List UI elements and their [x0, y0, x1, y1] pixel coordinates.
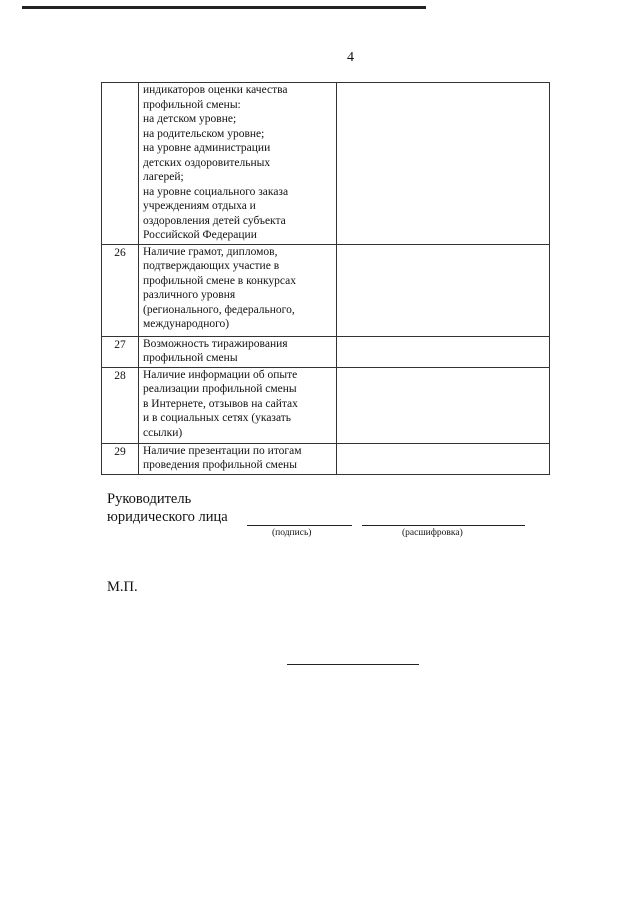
table-row [102, 244, 550, 336]
criteria-table [101, 82, 550, 475]
value-cell [337, 244, 550, 336]
page-number: 4 [347, 50, 354, 65]
value-cell [337, 443, 550, 474]
value-cell [337, 83, 550, 245]
top-rule [22, 6, 426, 9]
row-number: 26 [102, 244, 139, 336]
table-row [102, 367, 550, 443]
table-row [102, 336, 550, 367]
row-number: 27 [102, 336, 139, 367]
name-caption: (расшифровка) [402, 528, 463, 538]
end-rule [287, 664, 419, 665]
row-number: 29 [102, 443, 139, 474]
signature-line [247, 525, 352, 526]
value-cell [337, 367, 550, 443]
signatory-title: Руководитель юридического лица [107, 491, 228, 525]
table-row [102, 83, 550, 245]
stamp-mark: М.П. [107, 579, 138, 595]
row-number [102, 83, 139, 245]
table-row [102, 443, 550, 474]
criterion-text: Возможность тиражирования профильной смены [139, 336, 337, 367]
criterion-text: индикаторов оценки качества профильной смены: на детском уровне; на родительском уровне; на уровне администрации детских оздоровительных лагерей; на уровне социального заказа учреждениям отдыха и оздоровления детей субъекта Российской Федерации [139, 83, 337, 245]
signature-caption: (подпись) [272, 528, 312, 538]
criterion-text: Наличие презентации по итогам проведения профильной смены [139, 443, 337, 474]
value-cell [337, 336, 550, 367]
criterion-text: Наличие грамот, дипломов, подтверждающих участие в профильной смене в конкурсах различного уровня (регионального, федерального, международного) [139, 244, 337, 336]
name-line [362, 525, 525, 526]
criterion-text: Наличие информации об опыте реализации профильной смены в Интернете, отзывов на сайтах и в социальных сетях (указать ссылки) [139, 367, 337, 443]
row-number: 28 [102, 367, 139, 443]
